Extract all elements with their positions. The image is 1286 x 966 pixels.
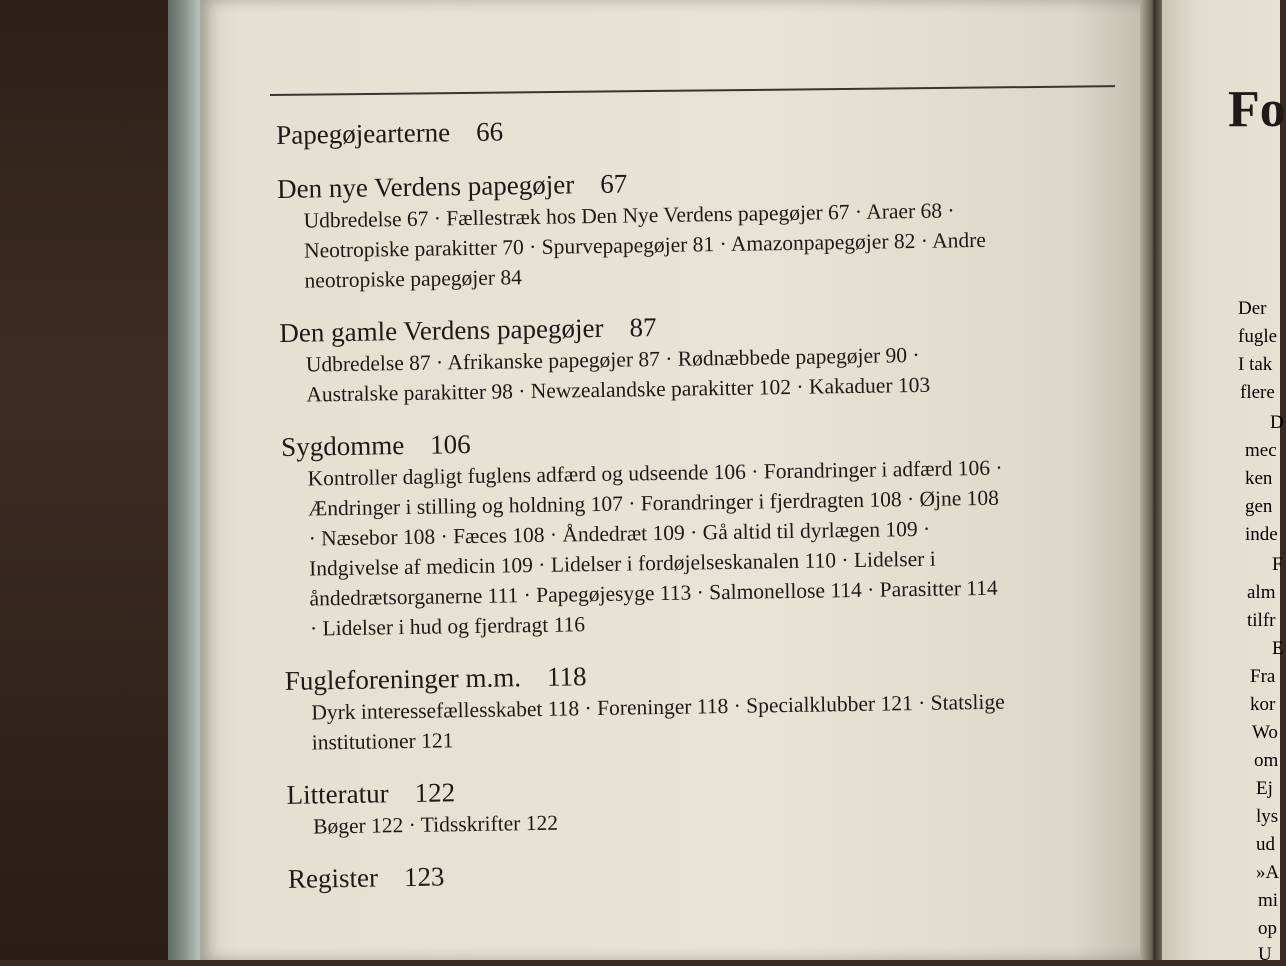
right-page-fragment: E: [1272, 638, 1284, 659]
right-page-fragment: flere: [1240, 382, 1275, 403]
toc-title: Fugleforeninger m.m.: [284, 662, 522, 696]
toc-sub-line: Indgivelse af medicin 109 · Lidelser i fordøjelseskanalen 110 · Lidelser i: [308, 546, 936, 581]
right-page-fragment: mec: [1245, 440, 1277, 461]
toc-entry: [281, 416, 1164, 644]
toc-sub-line: · Lidelser i hud og fjerdragt 116: [309, 612, 586, 641]
right-page-fragment: Der: [1238, 298, 1267, 319]
toc-sub-entries: [277, 192, 1158, 296]
toc-entry: [286, 764, 1167, 842]
right-page-fragment: alm: [1247, 582, 1276, 603]
toc-sub-line: Udbredelse 87 · Afrikanske papegøjer 87 · Rødnæbbede papegøjer 90 ·: [305, 342, 920, 377]
right-page-fragment: ud: [1256, 834, 1275, 855]
right-page-heading: Fo: [1228, 81, 1286, 138]
right-page-fragment: D: [1270, 412, 1284, 433]
right-page-fragment: inde: [1245, 524, 1278, 545]
toc-page-number: 66: [475, 116, 504, 147]
right-page-fragment: F: [1272, 554, 1283, 575]
right-page-fragment: »A: [1256, 862, 1280, 883]
toc-title: Litteratur: [286, 778, 389, 810]
toc-sub-entries: [281, 450, 1164, 644]
toc-heading: [288, 848, 1168, 896]
right-page-fragment: gen: [1245, 496, 1273, 517]
toc-page-number: 118: [546, 661, 587, 692]
toc-sub-entries: [280, 336, 1161, 410]
toc-sub-line: Dyrk interessefællesskabet 118 · Foreninger 118 · Specialklubber 121 · Statslige: [311, 689, 1005, 725]
toc-sub-line: åndedrætsorganerne 111 · Papegøjesyge 113 · Salmonellose 114 · Parasitter 114: [309, 575, 998, 611]
toc-sub-line: Udbredelse 67 · Fællestræk hos Den Nye Verdens papegøjer 67 · Araer 68 ·: [303, 198, 955, 233]
right-page-fragment: U: [1258, 944, 1272, 965]
toc-title: Papegøjearterne: [276, 117, 451, 150]
toc-entry: [288, 848, 1168, 896]
toc-page-number: 87: [629, 312, 657, 343]
toc-sub-entries: [285, 684, 1166, 758]
toc-sub-line: neotropiske papegøjer 84: [304, 265, 523, 293]
toc-sub-line: institutioner 121: [311, 728, 454, 755]
right-page-fragment: tilfr: [1247, 610, 1276, 631]
right-page-fragment: I tak: [1238, 354, 1273, 375]
right-page-fragment: Ej: [1256, 778, 1273, 799]
right-page-fragment: kor: [1250, 694, 1276, 715]
right-page-fragment: mi: [1258, 890, 1279, 911]
toc-title: Den gamle Verdens papegøjer: [279, 312, 604, 348]
toc-page-number: 123: [403, 861, 445, 893]
toc-entry: [277, 158, 1159, 296]
toc-entry: [285, 650, 1166, 758]
right-page-fragment: om: [1254, 750, 1279, 771]
toc-page-number: 67: [599, 168, 628, 199]
toc-title: Den nye Verdens papegøjer: [276, 169, 575, 204]
toc-title: Register: [287, 862, 379, 894]
toc-sub-line: Bøger 122 · Tidsskrifter 122: [312, 810, 559, 839]
toc-entry: [279, 302, 1160, 410]
toc-sub-line: Kontroller dagligt fuglens adfærd og udseende 106 · Forandringer i adfærd 106 ·: [307, 455, 1003, 491]
right-page-fragment: lys: [1256, 806, 1279, 827]
toc-page-number: 106: [429, 428, 471, 460]
toc-sub-line: Ændringer i stilling og holdning 107 · Forandringer i fjerdragten 108 · Øjne 108: [307, 485, 1000, 521]
right-page-fragment: Fra: [1250, 666, 1276, 687]
table-of-contents: [276, 104, 1168, 916]
toc-title: Sygdomme: [280, 430, 405, 462]
right-page-fragment: op: [1258, 918, 1277, 939]
right-page-fragment: Wo: [1252, 722, 1278, 743]
toc-page-number: 122: [414, 777, 456, 808]
right-page-fragment: fugle: [1238, 326, 1278, 347]
toc-sub-line: Neotropiske parakitter 70 · Spurvepapegøjer 81 · Amazonpapegøjer 82 · Andre: [303, 227, 987, 263]
toc-sub-line: Australske parakitter 98 · Newzealandske parakitter 102 · Kakaduer 103: [306, 372, 931, 407]
right-page-fragment: ken: [1245, 468, 1273, 489]
toc-sub-line: · Næsebor 108 · Fæces 108 · Åndedræt 109 · Gå altid til dyrlægen 109 ·: [308, 516, 931, 551]
